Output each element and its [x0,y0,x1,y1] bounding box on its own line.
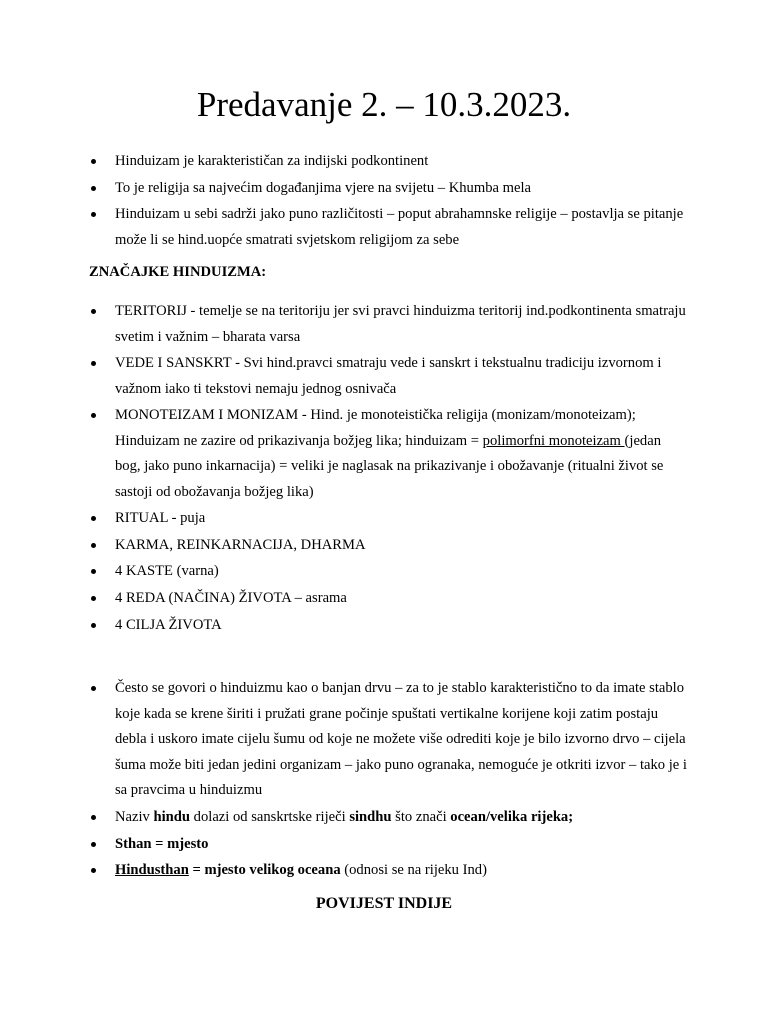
list-item: RITUAL - puja [89,506,689,532]
list-item: 4 REDA (NAČINA) ŽIVOTA – asrama [89,586,689,612]
monotheism-text-end: (jedan bog, jako puno inkarnacija) = veliki je naglasak na prikazivanje i obožavanje (ritualni život se sastoji od obožavanja božjeg lika) [115,432,664,500]
list-item: To je religija sa najvećim događanjima vjere na svijetu – Khumba mela [89,176,689,202]
term-sindhu: sindhu [349,808,392,825]
list-item: 4 CILJA ŽIVOTA [89,613,689,639]
hindu-name-text: što znači [391,808,451,825]
monotheism-text-start: MONOTEIZAM I MONIZAM - Hind. je monoteistička religija (monizam/monoteizam); Hinduizam ne zazire od prikazivanja božjeg lika; hinduizam = [115,407,636,449]
list-item: 4 KASTE (varna) [89,559,689,585]
hindusthan-note: (odnosi se na rijeku Ind) [340,862,487,879]
hindu-name-item [89,805,689,831]
sthan-item [89,832,689,858]
list-item: KARMA, REINKARNACIJA, DHARMA [89,533,689,559]
list-item: Hinduizam u sebi sadrži jako puno različitosti – poput abrahamnske religije – postavlja se pitanje može li se hind.uopće smatrati svjetskom religijom za sebe [89,202,689,253]
hindu-name-text: Naziv [115,808,154,825]
term-hindusthan: Hindusthan [115,862,189,879]
polymorphic-monotheism-term: polimorfni monoteizam [482,432,625,449]
list-item-monotheism [89,403,689,505]
features-heading: ZNAČAJKE HINDUIZMA: [89,264,267,280]
list-item: TERITORIJ - temelje se na teritoriju jer svi pravci hinduizma teritorij ind.podkontinenta smatraju svetim i važnim – bharata varsa [89,299,689,350]
hindusthan-meaning: = mjesto velikog oceana [188,862,341,879]
list-item: Hinduizam je karakterističan za indijski podkontinent [89,149,689,175]
term-hindu: hindu [153,808,191,825]
banyan-tree-item: Često se govori o hinduizmu kao o banjan drvu – za to je stablo karakteristično to da imate stablo koje kada se krene širiti i pružati grane počinje spuštati vertikalne korijene koji zatim postaju debla i uskoro imate cijelu šumu od koje ne možete više odrediti koje je bilo izvorno drvo – cijela šuma može biti jedan jedini organizam – jako puno ogranaka, nemoguće je otkriti izvor – tako je i sa pravcima u hinduizmu [89,676,689,804]
term-sthan: Sthan = mjesto [115,835,209,852]
section-title-history: POVIJEST INDIJE [315,895,453,912]
list-item: VEDE I SANSKRT - Svi hind.pravci smatraju vede i sanskrt i tekstualnu tradiciju izvornom i važnom iako ti tekstovi nemaju jednog osnivača [89,351,689,402]
hindusthan-item [89,858,689,884]
features-list [89,299,689,639]
details-list [89,676,689,885]
page-title: Predavanje 2. – 10.3.2023. [196,85,572,124]
hindu-name-text: dolazi od sanskrtske riječi [190,808,350,825]
term-ocean: ocean/velika rijeka; [450,808,574,825]
intro-list [89,149,689,254]
